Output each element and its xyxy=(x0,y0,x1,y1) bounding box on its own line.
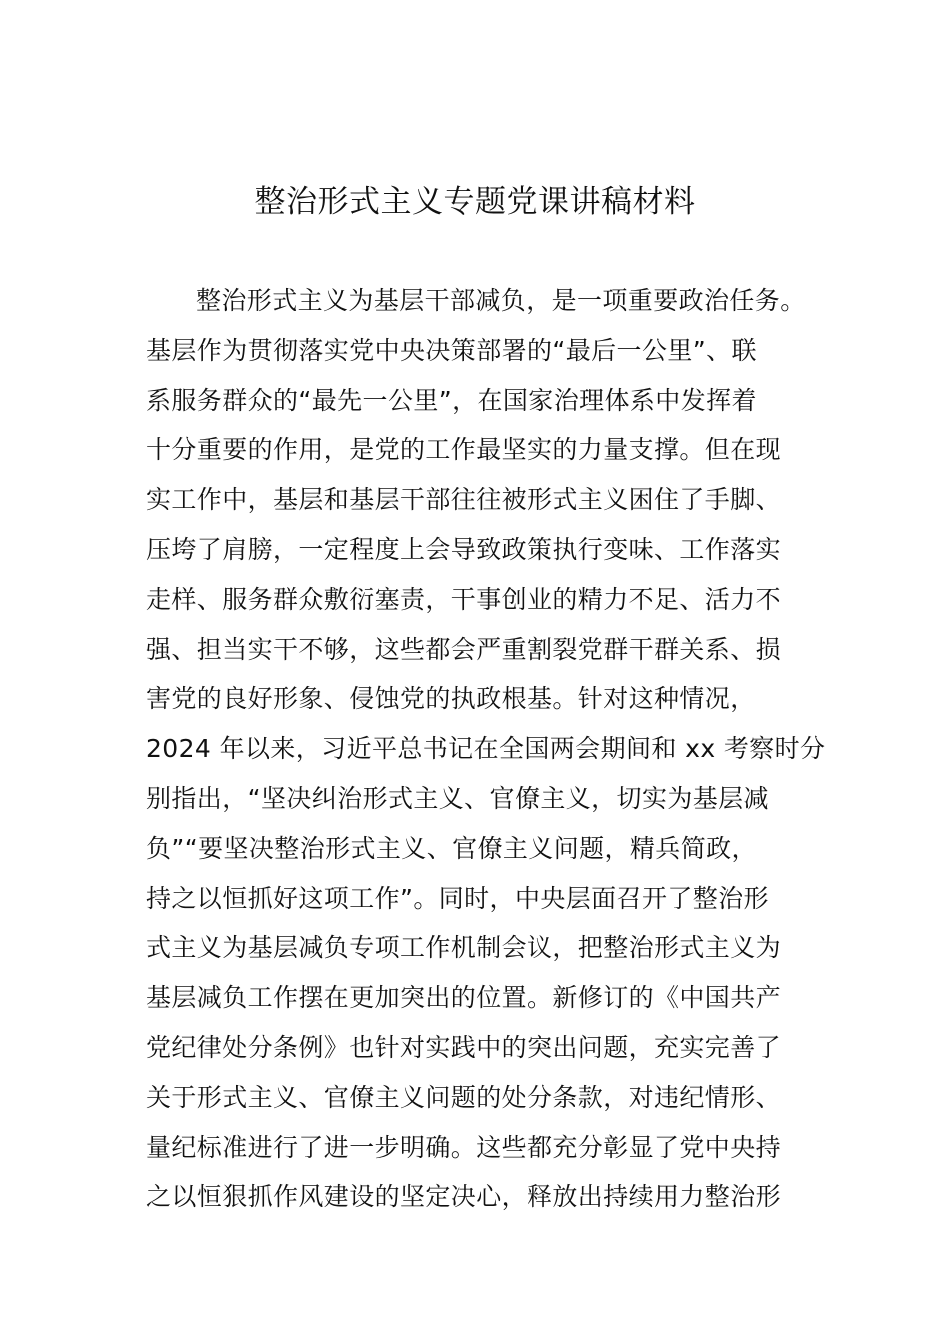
paragraph-line: 量纪标准进行了进一步明确。这些都充分彰显了党中央持 xyxy=(146,1132,782,1162)
document-title: 整治形式主义专题党课讲稿材料 xyxy=(254,184,696,220)
paragraph-line: 2024 年以来，习近平总书记在全国两会期间和 xx 考察时分 xyxy=(146,734,826,764)
paragraph-line: 整治形式主义为基层干部减负，是一项重要政治任务。 xyxy=(196,286,806,315)
paragraph-line: 式主义为基层减负专项工作机制会议，把整治形式主义为 xyxy=(146,933,782,963)
paragraph-line: 压垮了肩膀，一定程度上会导致政策执行变味、工作落实 xyxy=(146,534,782,564)
paragraph-line: 别指出，“坚决纠治形式主义、官僚主义，切实为基层减 xyxy=(146,783,769,813)
paragraph-line: 实工作中，基层和基层干部往往被形式主义困住了手脚、 xyxy=(146,485,782,515)
paragraph-line: 持之以恒抓好这项工作”。同时，中央层面召开了整治形 xyxy=(146,883,769,913)
paragraph-line: 党纪律处分条例》也针对实践中的突出问题，充实完善了 xyxy=(146,1032,782,1062)
paragraph-line: 系服务群众的“最先一公里”，在国家治理体系中发挥着 xyxy=(146,385,757,415)
paragraph-line: 基层减负工作摆在更加突出的位置。新修订的《中国共产 xyxy=(146,983,782,1013)
paragraph-line: 负”“要坚决整治形式主义、官僚主义问题，精兵简政， xyxy=(146,833,757,863)
paragraph-line: 害党的良好形象、侵蚀党的执政根基。针对这种情况， xyxy=(146,684,756,714)
document-body xyxy=(146,276,826,1222)
paragraph-line: 强、担当实干不够，这些都会严重割裂党群干群关系、损 xyxy=(146,634,782,664)
paragraph-line: 之以恒狠抓作风建设的坚定决心，释放出持续用力整治形 xyxy=(146,1182,782,1212)
paragraph-line: 走样、服务群众敷衍塞责，干事创业的精力不足、活力不 xyxy=(146,584,782,614)
paragraph-line: 十分重要的作用，是党的工作最坚实的力量支撑。但在现 xyxy=(146,435,782,465)
paragraph-line: 关于形式主义、官僚主义问题的处分条款，对违纪情形、 xyxy=(146,1082,782,1112)
paragraph-line: 基层作为贯彻落实党中央决策部署的“最后一公里”、联 xyxy=(146,335,757,365)
